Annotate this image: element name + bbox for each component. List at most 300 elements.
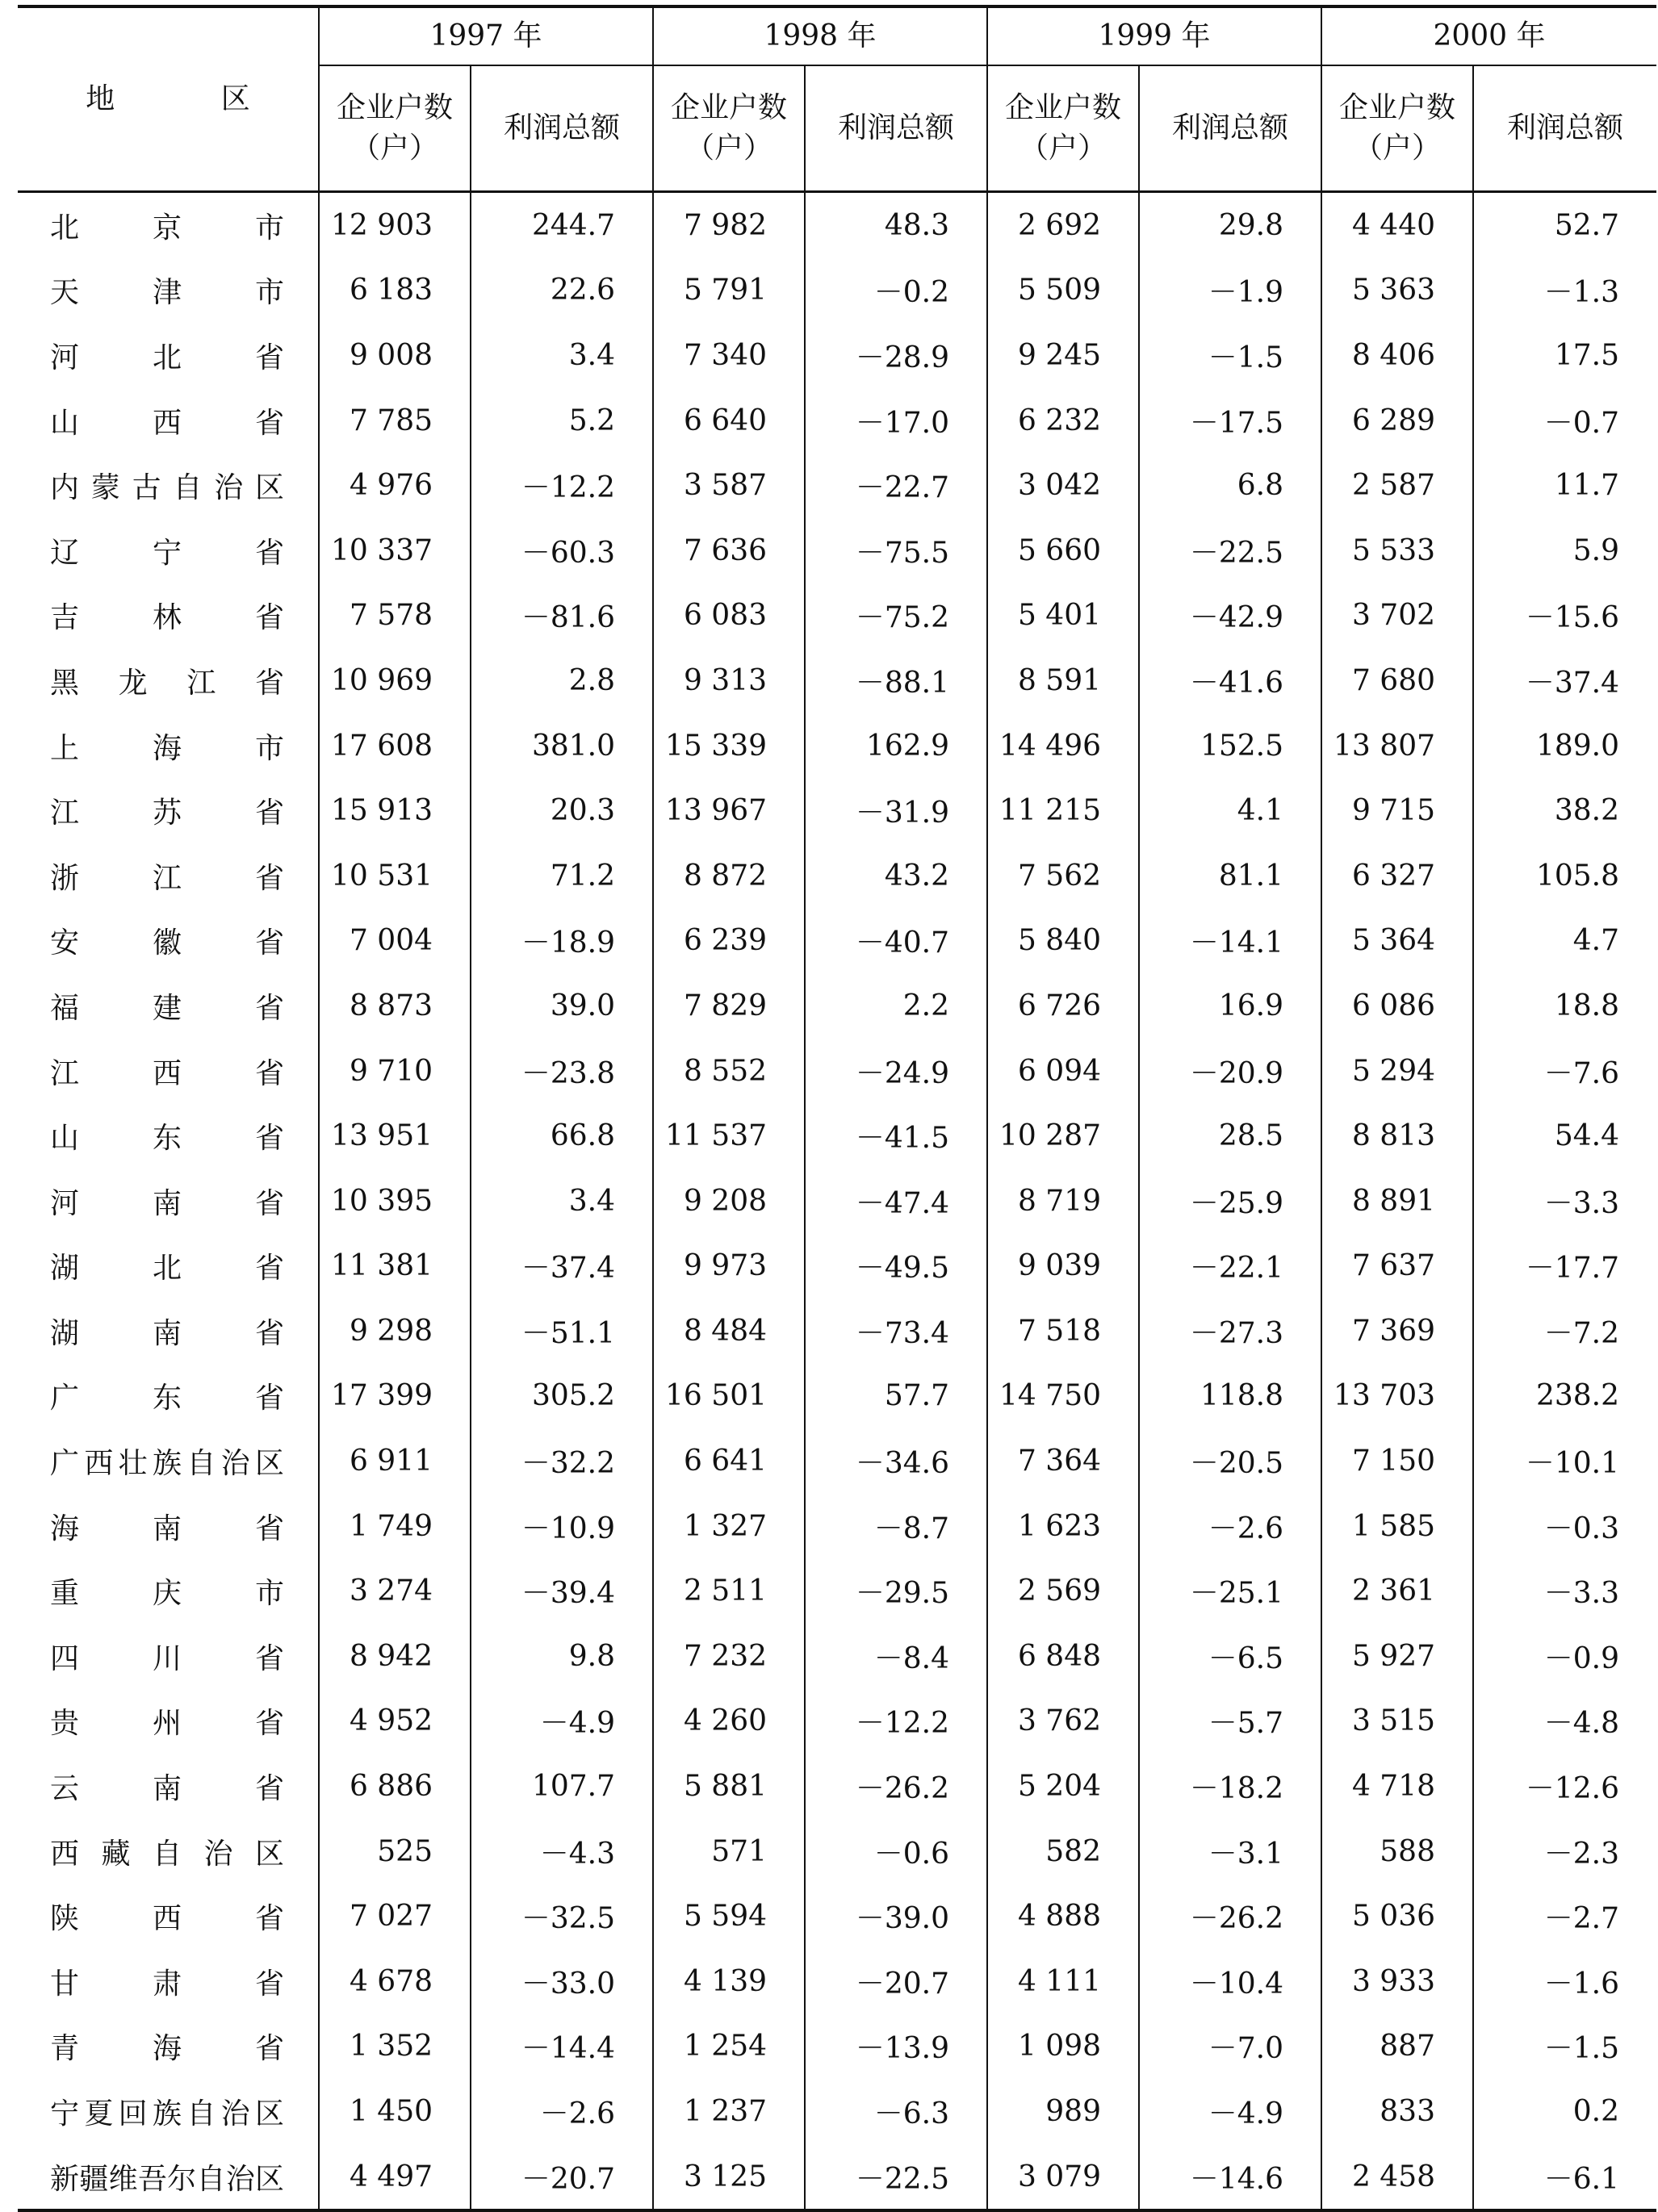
- region-name: 江西省: [50, 1056, 284, 1090]
- enterprise-count-cell: 5 509: [987, 258, 1139, 324]
- profit-total-cell: －28.9: [805, 323, 987, 388]
- profit-total-cell: －8.7: [805, 1494, 987, 1559]
- enterprise-count-cell: 7 027: [319, 1884, 471, 1949]
- table-row: [18, 258, 1656, 324]
- table-row: [18, 1234, 1656, 1299]
- table-row: [18, 1558, 1656, 1624]
- enterprise-count-cell: 1 237: [653, 2079, 805, 2144]
- profit-total-cell: 48.3: [805, 192, 987, 258]
- region-name: 西藏自治区: [50, 1837, 284, 1871]
- profit-total-cell: 189.0: [1473, 713, 1656, 779]
- profit-total-cell: －2.6: [1139, 1494, 1321, 1559]
- enterprise-count-cell: 7 232: [653, 1624, 805, 1689]
- region-name: 新疆维吾尔自治区: [50, 2162, 284, 2196]
- profit-total-cell: 81.1: [1139, 843, 1321, 909]
- enterprise-count-cell: 5 927: [1321, 1624, 1473, 1689]
- enterprise-count-cell: 7 518: [987, 1298, 1139, 1364]
- enterprise-count-cell: 7 340: [653, 323, 805, 388]
- enterprise-count-cell: 6 094: [987, 1039, 1139, 1104]
- region-name: 青海省: [50, 2032, 284, 2066]
- profit-total-cell: －25.9: [1139, 1169, 1321, 1234]
- profit-total-cell: －0.3: [1473, 1494, 1656, 1559]
- enterprise-count-cell: 4 497: [319, 2144, 471, 2211]
- enterprise-count-cell: 2 511: [653, 1558, 805, 1624]
- count-column-header: 企业户数 （户）: [987, 65, 1139, 192]
- table-body: [18, 192, 1656, 2211]
- profit-total-cell: 3.4: [471, 323, 653, 388]
- enterprise-count-cell: 9 715: [1321, 778, 1473, 843]
- profit-column-header: 利润总额: [471, 65, 653, 192]
- profit-total-cell: －37.4: [471, 1234, 653, 1299]
- enterprise-count-cell: 6 327: [1321, 843, 1473, 909]
- enterprise-count-cell: 4 111: [987, 1949, 1139, 2014]
- enterprise-count-cell: 1 749: [319, 1494, 471, 1559]
- table-row: [18, 453, 1656, 518]
- profit-total-cell: －20.7: [805, 1949, 987, 2014]
- profit-total-cell: 2.2: [805, 973, 987, 1039]
- profit-total-cell: －14.6: [1139, 2144, 1321, 2211]
- enterprise-count-cell: 15 913: [319, 778, 471, 843]
- profit-total-cell: 11.7: [1473, 453, 1656, 518]
- year-header-2000: 2000 年: [1321, 6, 1656, 65]
- profit-total-cell: 105.8: [1473, 843, 1656, 909]
- enterprise-count-cell: 8 591: [987, 648, 1139, 713]
- table-row: [18, 2014, 1656, 2080]
- enterprise-count-cell: 10 287: [987, 1103, 1139, 1169]
- enterprise-count-cell: 4 678: [319, 1949, 471, 2014]
- count-column-header: 企业户数 （户）: [653, 65, 805, 192]
- region-name: 安徽省: [50, 926, 284, 960]
- enterprise-count-cell: 9 710: [319, 1039, 471, 1104]
- enterprise-count-cell: 9 973: [653, 1234, 805, 1299]
- enterprise-count-cell: 582: [987, 1819, 1139, 1884]
- profit-total-cell: －75.2: [805, 583, 987, 649]
- profit-total-cell: －20.7: [471, 2144, 653, 2211]
- enterprise-count-cell: 4 976: [319, 453, 471, 518]
- enterprise-count-cell: 10 337: [319, 518, 471, 583]
- table-row: [18, 2144, 1656, 2211]
- profit-total-cell: －34.6: [805, 1428, 987, 1494]
- table-row: [18, 518, 1656, 583]
- region-name: 河北省: [50, 341, 284, 374]
- profit-total-cell: 28.5: [1139, 1103, 1321, 1169]
- enterprise-count-cell: 4 888: [987, 1884, 1139, 1949]
- profit-total-cell: －13.9: [805, 2014, 987, 2080]
- enterprise-count-cell: 9 208: [653, 1169, 805, 1234]
- profit-total-cell: 17.5: [1473, 323, 1656, 388]
- profit-total-cell: －24.9: [805, 1039, 987, 1104]
- region-column-header: 地 区: [18, 6, 319, 192]
- profit-total-cell: 3.4: [471, 1169, 653, 1234]
- region-name: 宁夏回族自治区: [50, 2097, 284, 2131]
- region-name: 浙江省: [50, 861, 284, 895]
- profit-total-cell: －20.5: [1139, 1428, 1321, 1494]
- enterprise-count-cell: 1 327: [653, 1494, 805, 1559]
- table-row: [18, 1103, 1656, 1169]
- profit-total-cell: 0.2: [1473, 2079, 1656, 2144]
- profit-total-cell: 29.8: [1139, 192, 1321, 258]
- enterprise-count-cell: 2 569: [987, 1558, 1139, 1624]
- table-row: [18, 1689, 1656, 1754]
- enterprise-count-cell: 10 531: [319, 843, 471, 909]
- profit-total-cell: 20.3: [471, 778, 653, 843]
- enterprise-count-cell: 5 594: [653, 1884, 805, 1949]
- enterprise-count-cell: 4 718: [1321, 1754, 1473, 1819]
- table-row: [18, 1494, 1656, 1559]
- enterprise-count-cell: 8 484: [653, 1298, 805, 1364]
- region-name: 海南省: [50, 1512, 284, 1545]
- enterprise-count-cell: 6 183: [319, 258, 471, 324]
- enterprise-count-cell: 5 363: [1321, 258, 1473, 324]
- enterprise-count-cell: 15 339: [653, 713, 805, 779]
- enterprise-count-cell: 2 692: [987, 192, 1139, 258]
- enterprise-count-cell: 1 450: [319, 2079, 471, 2144]
- profit-total-cell: －4.8: [1473, 1689, 1656, 1754]
- profit-total-cell: －7.0: [1139, 2014, 1321, 2080]
- enterprise-count-cell: 3 515: [1321, 1689, 1473, 1754]
- profit-total-cell: 9.8: [471, 1624, 653, 1689]
- profit-total-cell: －17.7: [1473, 1234, 1656, 1299]
- profit-total-cell: －17.5: [1139, 388, 1321, 454]
- profit-total-cell: －3.1: [1139, 1819, 1321, 1884]
- profit-total-cell: －18.2: [1139, 1754, 1321, 1819]
- profit-total-cell: 57.7: [805, 1364, 987, 1429]
- enterprise-count-cell: 5 401: [987, 583, 1139, 649]
- table-row: [18, 648, 1656, 713]
- profit-total-cell: 162.9: [805, 713, 987, 779]
- profit-total-cell: －22.7: [805, 453, 987, 518]
- profit-total-cell: －15.6: [1473, 583, 1656, 649]
- profit-total-cell: －8.4: [805, 1624, 987, 1689]
- region-name: 山西省: [50, 406, 284, 440]
- profit-total-cell: －7.6: [1473, 1039, 1656, 1104]
- enterprise-count-cell: 1 585: [1321, 1494, 1473, 1559]
- enterprise-count-cell: 2 587: [1321, 453, 1473, 518]
- year-header-1997: 1997 年: [319, 6, 653, 65]
- enterprise-count-cell: 3 079: [987, 2144, 1139, 2211]
- profit-total-cell: 71.2: [471, 843, 653, 909]
- profit-total-cell: 52.7: [1473, 192, 1656, 258]
- profit-total-cell: －0.2: [805, 258, 987, 324]
- profit-total-cell: －1.9: [1139, 258, 1321, 324]
- enterprise-count-cell: 588: [1321, 1819, 1473, 1884]
- profit-total-cell: －12.2: [805, 1689, 987, 1754]
- enterprise-count-cell: 6 911: [319, 1428, 471, 1494]
- profit-column-header: 利润总额: [1473, 65, 1656, 192]
- profit-total-cell: 5.2: [471, 388, 653, 454]
- table-row: [18, 2079, 1656, 2144]
- enterprise-count-cell: 833: [1321, 2079, 1473, 2144]
- enterprise-count-cell: 13 967: [653, 778, 805, 843]
- profit-total-cell: －6.5: [1139, 1624, 1321, 1689]
- profit-total-cell: 2.8: [471, 648, 653, 713]
- profit-total-cell: －41.6: [1139, 648, 1321, 713]
- region-name: 重庆市: [50, 1577, 284, 1611]
- profit-total-cell: －12.2: [471, 453, 653, 518]
- enterprise-count-cell: 4 440: [1321, 192, 1473, 258]
- enterprise-count-cell: 6 086: [1321, 973, 1473, 1039]
- table-row: [18, 843, 1656, 909]
- enterprise-count-cell: 1 623: [987, 1494, 1139, 1559]
- enterprise-count-cell: 7 578: [319, 583, 471, 649]
- profit-total-cell: 152.5: [1139, 713, 1321, 779]
- enterprise-count-cell: 8 719: [987, 1169, 1139, 1234]
- count-column-header: 企业户数 （户）: [319, 65, 471, 192]
- profit-total-cell: －5.7: [1139, 1689, 1321, 1754]
- enterprise-count-cell: 6 289: [1321, 388, 1473, 454]
- enterprise-count-cell: 9 039: [987, 1234, 1139, 1299]
- enterprise-count-cell: 5 204: [987, 1754, 1139, 1819]
- count-column-header: 企业户数 （户）: [1321, 65, 1473, 192]
- region-name: 北京市: [50, 211, 284, 245]
- region-name: 上海市: [50, 731, 284, 765]
- profit-total-cell: 118.8: [1139, 1364, 1321, 1429]
- profit-total-cell: －12.6: [1473, 1754, 1656, 1819]
- profit-total-cell: －2.3: [1473, 1819, 1656, 1884]
- profit-total-cell: －18.9: [471, 909, 653, 974]
- enterprise-count-cell: 6 232: [987, 388, 1139, 454]
- profit-total-cell: －3.3: [1473, 1558, 1656, 1624]
- region-name: 广东省: [50, 1382, 284, 1415]
- enterprise-count-cell: 887: [1321, 2014, 1473, 2080]
- enterprise-count-cell: 7 004: [319, 909, 471, 974]
- enterprise-count-cell: 7 982: [653, 192, 805, 258]
- enterprise-count-cell: 6 641: [653, 1428, 805, 1494]
- profit-total-cell: －22.5: [1139, 518, 1321, 583]
- table-row: [18, 973, 1656, 1039]
- enterprise-count-cell: 3 933: [1321, 1949, 1473, 2014]
- profit-total-cell: －51.1: [471, 1298, 653, 1364]
- profit-total-cell: 66.8: [471, 1103, 653, 1169]
- enterprise-count-cell: 2 458: [1321, 2144, 1473, 2211]
- table-row: [18, 1364, 1656, 1429]
- enterprise-count-cell: 7 369: [1321, 1298, 1473, 1364]
- enterprise-count-cell: 6 239: [653, 909, 805, 974]
- table-row: [18, 1884, 1656, 1949]
- table-row: [18, 1298, 1656, 1364]
- table-row: [18, 1169, 1656, 1234]
- profit-total-cell: 4.7: [1473, 909, 1656, 974]
- profit-total-cell: －17.0: [805, 388, 987, 454]
- profit-total-cell: －4.9: [471, 1689, 653, 1754]
- profit-total-cell: －29.5: [805, 1558, 987, 1624]
- enterprise-count-cell: 12 903: [319, 192, 471, 258]
- enterprise-count-cell: 2 361: [1321, 1558, 1473, 1624]
- profit-total-cell: 43.2: [805, 843, 987, 909]
- enterprise-count-cell: 525: [319, 1819, 471, 1884]
- table-row: [18, 583, 1656, 649]
- enterprise-count-cell: 5 294: [1321, 1039, 1473, 1104]
- profit-total-cell: －10.9: [471, 1494, 653, 1559]
- table-row: [18, 192, 1656, 258]
- enterprise-count-cell: 9 008: [319, 323, 471, 388]
- region-name: 云南省: [50, 1772, 284, 1806]
- profit-total-cell: －27.3: [1139, 1298, 1321, 1364]
- profit-total-cell: －4.3: [471, 1819, 653, 1884]
- enterprise-count-cell: 4 139: [653, 1949, 805, 2014]
- enterprise-count-cell: 1 352: [319, 2014, 471, 2080]
- table-row: [18, 1624, 1656, 1689]
- profit-total-cell: －14.4: [471, 2014, 653, 2080]
- profit-total-cell: －22.5: [805, 2144, 987, 2211]
- enterprise-count-cell: 571: [653, 1819, 805, 1884]
- profit-total-cell: －4.9: [1139, 2079, 1321, 2144]
- profit-total-cell: －26.2: [1139, 1884, 1321, 1949]
- enterprise-count-cell: 5 791: [653, 258, 805, 324]
- region-name: 天津市: [50, 276, 284, 310]
- enterprise-count-cell: 7 680: [1321, 648, 1473, 713]
- profit-total-cell: －39.0: [805, 1884, 987, 1949]
- region-name: 湖北省: [50, 1252, 284, 1286]
- profit-total-cell: 38.2: [1473, 778, 1656, 843]
- enterprise-count-cell: 3 042: [987, 453, 1139, 518]
- enterprise-count-cell: 8 942: [319, 1624, 471, 1689]
- region-name: 贵州省: [50, 1707, 284, 1741]
- profit-total-cell: －7.2: [1473, 1298, 1656, 1364]
- profit-total-cell: －2.7: [1473, 1884, 1656, 1949]
- enterprise-count-cell: 6 726: [987, 973, 1139, 1039]
- profit-total-cell: －47.4: [805, 1169, 987, 1234]
- profit-total-cell: －32.5: [471, 1884, 653, 1949]
- profit-total-cell: －1.3: [1473, 258, 1656, 324]
- enterprise-count-cell: 3 702: [1321, 583, 1473, 649]
- profit-total-cell: －2.6: [471, 2079, 653, 2144]
- profit-total-cell: －39.4: [471, 1558, 653, 1624]
- region-name: 辽宁省: [50, 536, 284, 570]
- profit-total-cell: －40.7: [805, 909, 987, 974]
- region-name: 江苏省: [50, 797, 284, 830]
- profit-column-header: 利润总额: [805, 65, 987, 192]
- region-enterprise-profit-table: [18, 5, 1656, 2212]
- profit-total-cell: －88.1: [805, 648, 987, 713]
- region-name: 四川省: [50, 1641, 284, 1675]
- enterprise-count-cell: 17 608: [319, 713, 471, 779]
- enterprise-count-cell: 17 399: [319, 1364, 471, 1429]
- enterprise-count-cell: 7 150: [1321, 1428, 1473, 1494]
- enterprise-count-cell: 6 640: [653, 388, 805, 454]
- profit-total-cell: 238.2: [1473, 1364, 1656, 1429]
- enterprise-count-cell: 11 537: [653, 1103, 805, 1169]
- table-row: [18, 909, 1656, 974]
- profit-column-header: 利润总额: [1139, 65, 1321, 192]
- enterprise-count-cell: 7 562: [987, 843, 1139, 909]
- profit-total-cell: －10.4: [1139, 1949, 1321, 2014]
- enterprise-count-cell: 11 381: [319, 1234, 471, 1299]
- enterprise-count-cell: 11 215: [987, 778, 1139, 843]
- enterprise-count-cell: 5 840: [987, 909, 1139, 974]
- profit-total-cell: －60.3: [471, 518, 653, 583]
- enterprise-count-cell: 3 762: [987, 1689, 1139, 1754]
- enterprise-count-cell: 5 881: [653, 1754, 805, 1819]
- enterprise-count-cell: 8 891: [1321, 1169, 1473, 1234]
- profit-total-cell: －3.3: [1473, 1169, 1656, 1234]
- region-name: 河南省: [50, 1186, 284, 1220]
- profit-total-cell: －20.9: [1139, 1039, 1321, 1104]
- table-row: [18, 1428, 1656, 1494]
- profit-total-cell: 54.4: [1473, 1103, 1656, 1169]
- profit-total-cell: －0.9: [1473, 1624, 1656, 1689]
- enterprise-count-cell: 8 406: [1321, 323, 1473, 388]
- enterprise-count-cell: 10 395: [319, 1169, 471, 1234]
- enterprise-count-cell: 989: [987, 2079, 1139, 2144]
- enterprise-count-cell: 4 260: [653, 1689, 805, 1754]
- enterprise-count-cell: 5 036: [1321, 1884, 1473, 1949]
- table-row: [18, 388, 1656, 454]
- enterprise-count-cell: 7 636: [653, 518, 805, 583]
- profit-total-cell: －81.6: [471, 583, 653, 649]
- profit-total-cell: －73.4: [805, 1298, 987, 1364]
- profit-total-cell: －0.6: [805, 1819, 987, 1884]
- profit-total-cell: －32.2: [471, 1428, 653, 1494]
- profit-total-cell: －42.9: [1139, 583, 1321, 649]
- enterprise-count-cell: 10 969: [319, 648, 471, 713]
- enterprise-count-cell: 13 807: [1321, 713, 1473, 779]
- profit-total-cell: －14.1: [1139, 909, 1321, 974]
- enterprise-count-cell: 6 886: [319, 1754, 471, 1819]
- enterprise-count-cell: 9 313: [653, 648, 805, 713]
- enterprise-count-cell: 7 829: [653, 973, 805, 1039]
- enterprise-count-cell: 7 785: [319, 388, 471, 454]
- profit-total-cell: 305.2: [471, 1364, 653, 1429]
- enterprise-count-cell: 5 533: [1321, 518, 1473, 583]
- profit-total-cell: －6.1: [1473, 2144, 1656, 2211]
- profit-total-cell: －75.5: [805, 518, 987, 583]
- enterprise-count-cell: 6 848: [987, 1624, 1139, 1689]
- profit-total-cell: －10.1: [1473, 1428, 1656, 1494]
- profit-total-cell: －25.1: [1139, 1558, 1321, 1624]
- profit-total-cell: －26.2: [805, 1754, 987, 1819]
- year-header-1999: 1999 年: [987, 6, 1321, 65]
- enterprise-count-cell: 5 660: [987, 518, 1139, 583]
- profit-total-cell: 6.8: [1139, 453, 1321, 518]
- enterprise-count-cell: 8 813: [1321, 1103, 1473, 1169]
- profit-total-cell: －23.8: [471, 1039, 653, 1104]
- enterprise-count-cell: 16 501: [653, 1364, 805, 1429]
- table-row: [18, 1754, 1656, 1819]
- table-row: [18, 1819, 1656, 1884]
- table-row: [18, 778, 1656, 843]
- profit-total-cell: 381.0: [471, 713, 653, 779]
- enterprise-count-cell: 3 125: [653, 2144, 805, 2211]
- region-name: 福建省: [50, 991, 284, 1025]
- enterprise-count-cell: 3 274: [319, 1558, 471, 1624]
- enterprise-count-cell: 9 298: [319, 1298, 471, 1364]
- table-row: [18, 713, 1656, 779]
- region-name: 湖南省: [50, 1316, 284, 1350]
- region-name: 山东省: [50, 1122, 284, 1156]
- profit-total-cell: 18.8: [1473, 973, 1656, 1039]
- profit-total-cell: －6.3: [805, 2079, 987, 2144]
- profit-total-cell: －1.6: [1473, 1949, 1656, 2014]
- enterprise-count-cell: 13 951: [319, 1103, 471, 1169]
- enterprise-count-cell: 6 083: [653, 583, 805, 649]
- profit-total-cell: －37.4: [1473, 648, 1656, 713]
- profit-total-cell: －49.5: [805, 1234, 987, 1299]
- profit-total-cell: 4.1: [1139, 778, 1321, 843]
- profit-total-cell: 244.7: [471, 192, 653, 258]
- enterprise-count-cell: 7 364: [987, 1428, 1139, 1494]
- profit-total-cell: 107.7: [471, 1754, 653, 1819]
- table-row: [18, 1039, 1656, 1104]
- table-row: [18, 1949, 1656, 2014]
- profit-total-cell: －1.5: [1473, 2014, 1656, 2080]
- region-name: 黑龙江省: [50, 666, 284, 700]
- enterprise-count-cell: 1 098: [987, 2014, 1139, 2080]
- enterprise-count-cell: 8 552: [653, 1039, 805, 1104]
- profit-total-cell: 39.0: [471, 973, 653, 1039]
- enterprise-count-cell: 8 872: [653, 843, 805, 909]
- profit-total-cell: －22.1: [1139, 1234, 1321, 1299]
